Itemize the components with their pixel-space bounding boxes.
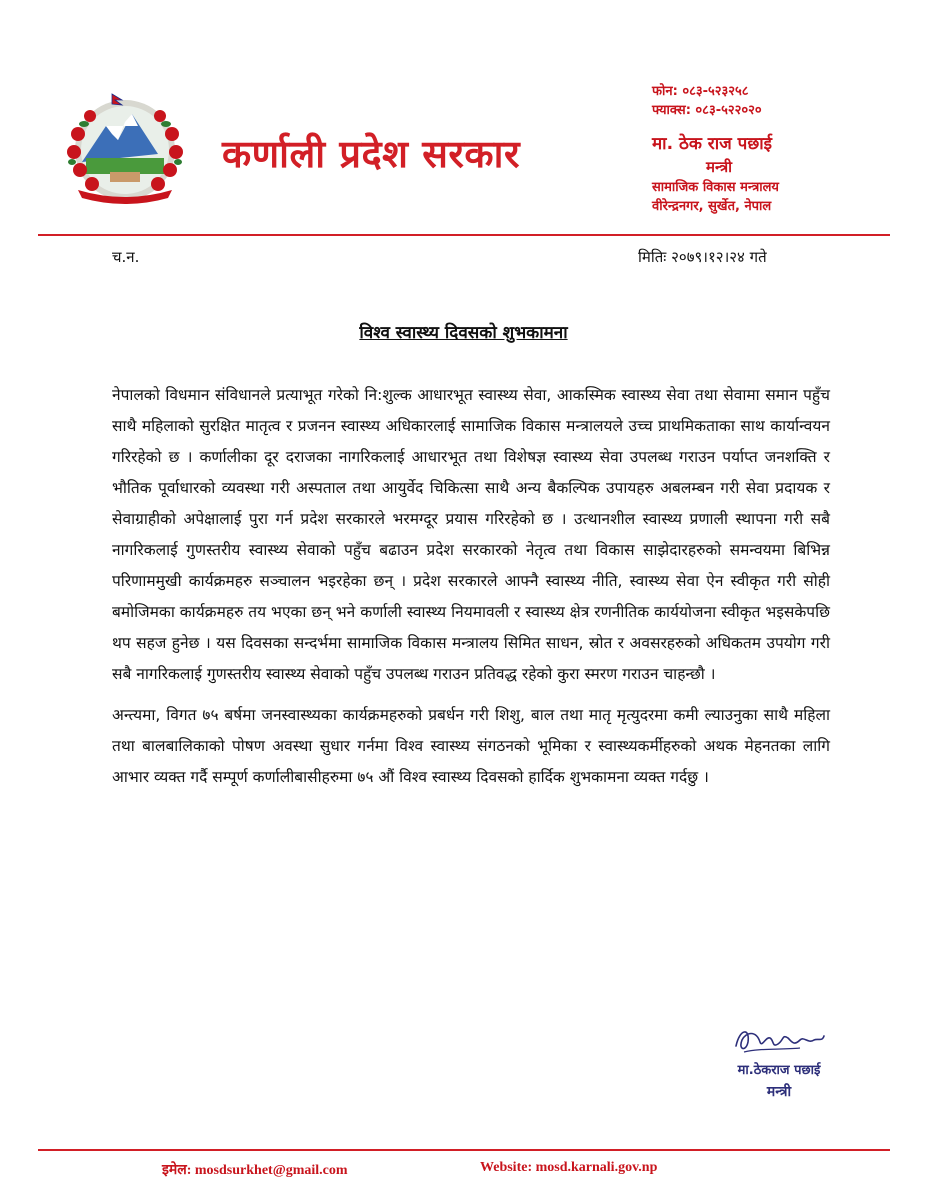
paragraph: अन्त्यमा, विगत ७५ बर्षमा जनस्वास्थ्यका कार्यक्रमहरुको प्रबर्धन गरी शिशु, बाल तथा मातृ मृत्युदरमा कमी ल्याउनुका साथै महिला तथा बालबालिकाको पोषण अवस्था सुधार गर्नमा विश्व स्वास्थ्य संगठनको भूमिका र स्वास्थ्यकर्मीहरुको अथक मेहनतका लागि आभार व्यक्त गर्दै सम्पूर्ण कर्णालीबासीहरुमा ७५ औं विश्व स्वास्थ्य दिवसको हार्दिक शुभकामना व्यक्त गर्दछु ।: [112, 706, 830, 786]
signatory-role: मन्त्री: [766, 1084, 792, 1100]
header-divider: [38, 234, 890, 236]
paragraph: नेपालको विधमान संविधानले प्रत्याभूत गरेको नि:शुल्क आधारभूत स्वास्थ्य सेवा, आकस्मिक स्वास्थ्य सेवा तथा सेवामा समान पहुँच साथै महिलाको सुरक्षित मातृत्व र प्रजनन स्वास्थ्य अधिकारलाई सामाजिक विकास मन्त्रालयले उच्च प्राथमिकताका साथ कार्यान्वयन गरिरहेको छ । कर्णालीका दूर दराजका नागरिकलाई आधारभूत तथा विशेषज्ञ स्वास्थ्य सेवा उपलब्ध गराउन पर्याप्त जनशक्ति र भौतिक पूर्वाधारको व्यवस्था गरी अस्पताल तथा आयुर्वेद चिकित्सा साथै अन्य बैकल्पिक उपायहरु अबलम्बन गरी सेवा प्रदायक र सेवाग्राहीको अपेक्षालाई पुरा गर्न प्रदेश सरकारले भरमग्दूर प्रयास गरिरहेको छ । उत्थानशील स्वास्थ्य प्रणाली स्थापना गरी सबै नागरिकलाई गुणस्तरीय स्वास्थ्य सेवाको पहुँच बढाउन प्रदेश सरकारको नेतृत्व तथा विकास साझेदारहरुको समन्वयमा बिभिन्न परिणाममुखी कार्यक्रमहरु सञ्चालन भइरहेका छन् । प्रदेश सरकारले आफ्नै स्वास्थ्य नीति, स्वास्थ्य सेवा ऐन स्वीकृत गरी सोही बमोजिमका कार्यक्रमहरु तय भएका छन् भने कर्णाली स्वास्थ्य नियमावली र स्वास्थ्य क्षेत्र रणनीतिक कार्ययोजना स्वीकृत भइसकेपछि थप सहज हुनेछ । यस दिवसका सन्दर्भमा सामाजिक विकास मन्त्रालय सिमित साधन, स्रोत र अवसरहरुको अधिकतम उपयोग गरी सबै नागरिकलाई गुणस्तरीय स्वास्थ्य सेवाको पहुँच उपलब्ध गराउन प्रतिवद्ध रहेको कुरा स्मरण गराउन चाहन्छौ ।: [112, 386, 830, 683]
ministry-address: वीरेन्द्रनगर, सुर्खेत, नेपाल: [652, 199, 772, 214]
letter-heading: [0, 320, 927, 343]
government-title: कर्णाली प्रदेश सरकार: [222, 132, 521, 176]
nepal-emblem-icon: [62, 92, 188, 204]
contact-info: [652, 82, 762, 120]
footer-email[interactable]: इमेल: mosdsurkhet@gmail.com: [162, 1163, 348, 1178]
minister-name: मा. ठेक राज पछाई: [652, 134, 773, 154]
fax-number: फ्याक्स: ०८३-५२२०२०: [652, 103, 762, 118]
signature-icon: [730, 1022, 830, 1058]
letter-body: [112, 380, 830, 793]
footer-divider: [38, 1149, 890, 1151]
letter-date: मितिः २०७९।१२।२४ गते: [638, 248, 767, 266]
minister-block: [652, 132, 832, 216]
minister-role: मन्त्री: [706, 158, 733, 176]
footer-website[interactable]: Website: mosd.karnali.gov.np: [480, 1160, 658, 1175]
reference-number: च.न.: [112, 248, 140, 266]
signatory-name: मा.ठेकराज पछाई: [737, 1063, 821, 1078]
letter-heading-text: विश्व स्वास्थ्य दिवसको शुभकामना: [359, 323, 568, 343]
phone-number: फोन: ०८३-५२३२५८: [652, 84, 749, 99]
ministry-name: सामाजिक विकास मन्त्रालय: [652, 180, 779, 195]
